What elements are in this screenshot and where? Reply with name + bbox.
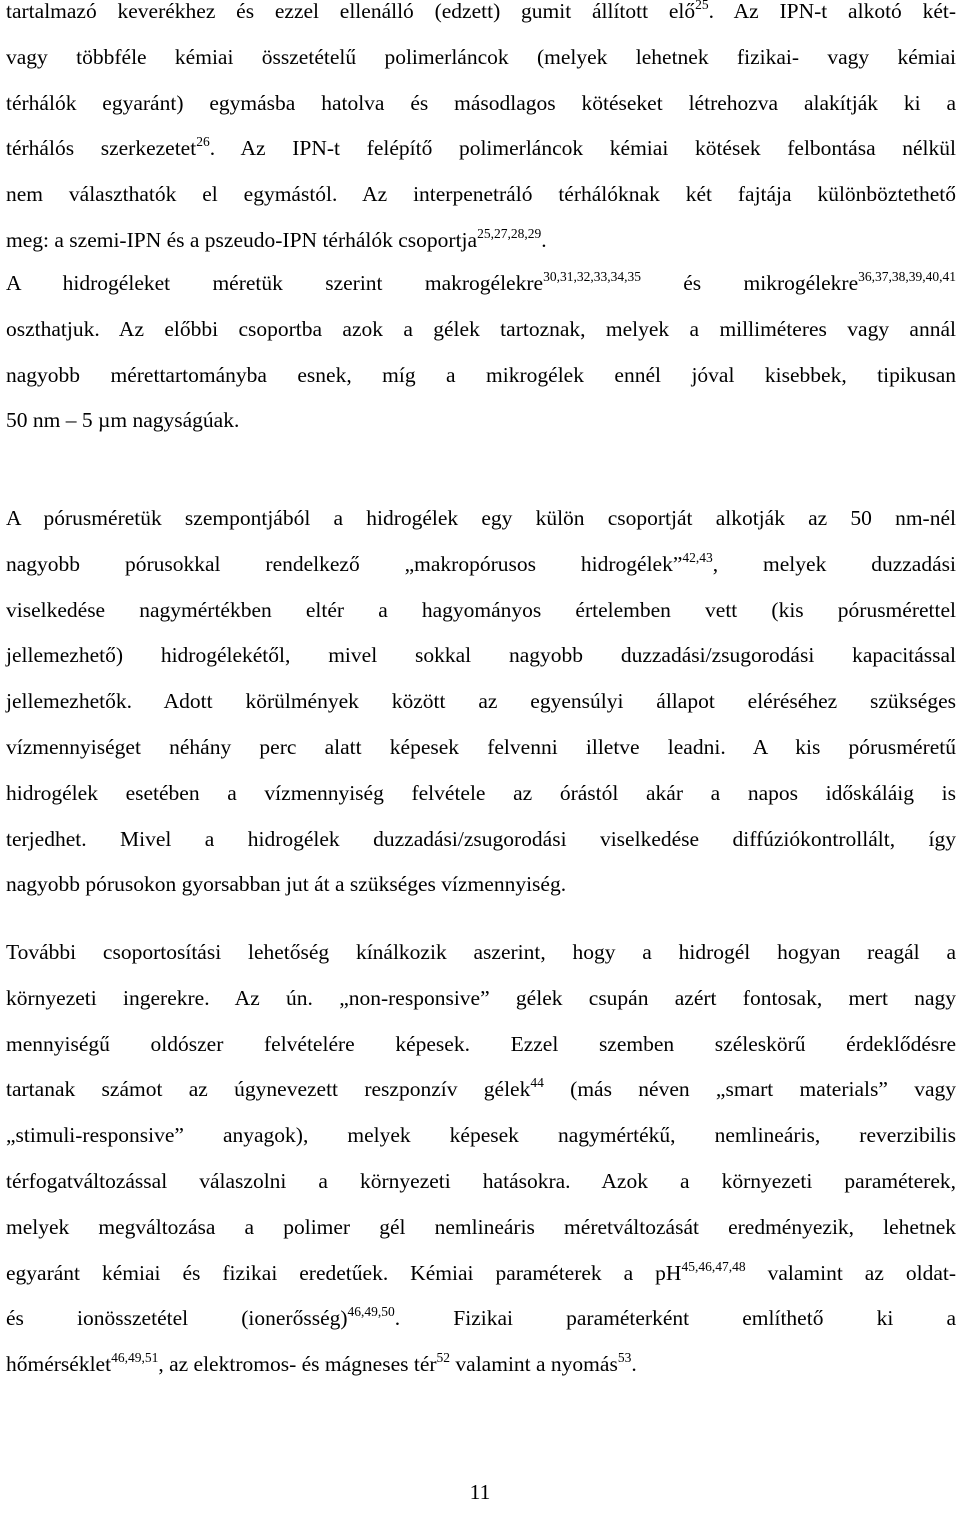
text-line: tartanak számot az úgynevezett reszponzív gélek$^{44}$ (más néven „smart materials” vagy — [6, 1075, 957, 1102]
citation-superscript: 26 — [196, 134, 210, 150]
paragraph-pore-size — [6, 496, 956, 908]
text-line: térhálós szerkezetet$^{26}$. Az IPN-t felépítő polimerláncok kémiai kötések felbontása nélkül — [6, 134, 956, 161]
citation-superscript: 52 — [436, 1350, 451, 1366]
text-line: egyaránt kémiai és fizikai eredetűek. Kémiai paraméterek a pH$^{45,46,47,48}$ valamint az oldat- — [6, 1258, 957, 1285]
text-line: meg: a szemi-IPN és a pszeudo-IPN térhálók csoportja$^{25,27,28,29}$. — [6, 225, 547, 252]
citation-superscript: 46,49,50 — [347, 1304, 395, 1320]
text-line: térfogatváltozással válaszolni a környezeti hatásokra. Azok a környezeti paraméterek, — [6, 1168, 956, 1193]
text-line: melyek megváltozása a polimer gél nemlineáris méretváltozását eredményezik, lehetnek — [6, 1214, 956, 1239]
citation-superscript: 25,27,28,29 — [477, 225, 542, 241]
text-line: A pórusméretük szempontjából a hidrogélek egy külön csoportját alkotják az 50 nm-nél — [6, 506, 956, 530]
citation-superscript: 45,46,47,48 — [681, 1258, 746, 1274]
text-line: jellemezhetők. Adott körülmények között az egyensúlyi állapot eléréséhez szükséges — [6, 689, 956, 714]
text-line: oszthatjuk. Az előbbi csoportba azok a gélek tartoznak, melyek a milliméteres vagy annál — [6, 316, 956, 341]
text-line: nagyobb pórusokkal rendelkező „makropórusos hidrogélek”$^{42,43}$, melyek duzzadási — [6, 549, 956, 576]
text-line: jellemezhető) hidrogélekétől, mivel sokkal nagyobb duzzadási/zsugorodási kapacitással — [6, 643, 956, 668]
text-line: viselkedése nagymértékben eltér a hagyományos értelemben vett (kis pórusmérettel — [6, 597, 956, 622]
text-line: nem választhatók el egymástól. Az interpenetráló térhálóknak két fajtája különböztethető — [6, 182, 956, 207]
text-line: hidrogélek esetében a vízmennyiség felvétele az órástól akár a napos időskáláig is — [6, 780, 956, 805]
text-line: nagyobb pórusokon gyorsabban jut át a szükséges vízmennyiség. — [6, 872, 567, 897]
text-line: vagy többféle kémiai összetételű polimerláncok (melyek lehetnek fizikai- vagy kémiai — [6, 44, 956, 69]
citation-superscript: 44 — [530, 1075, 544, 1091]
citation-superscript: 46,49,51 — [111, 1350, 159, 1366]
citation-superscript: 30,31,32,33,34,35 — [543, 269, 641, 284]
text-line: és ionösszetétel (ionerősség)$^{46,49,50}$. Fizikai paraméterként említhető ki a — [6, 1304, 956, 1331]
paragraph-gel-size — [6, 261, 956, 444]
text-line: hőmérséklet$^{46,49,51}$, az elektromos- és mágneses tér$^{52}$ valamint a nyomás$^{53}$. — [6, 1350, 637, 1377]
text-line: A hidrogéleket méretük szerint makrogélekre$^{30,31,32,33,34,35}$ és mikrogélekre$^{36,37,38,39,40,41}$ — [6, 269, 956, 295]
text-line: mennyiségű oldószer felvételére képesek. Ezzel szemben széleskörű érdeklődésre — [6, 1031, 956, 1056]
citation-superscript: 53 — [617, 1350, 632, 1366]
text-line: „stimuli-responsive” anyagok), melyek képesek nagymértékű, nemlineáris, reverzibilis — [6, 1123, 956, 1148]
text-line: További csoportosítási lehetőség kínálkozik aszerint, hogy a hidrogél hogyan reagál a — [6, 940, 956, 964]
page-number: 11 — [469, 1480, 491, 1504]
text-line: környezeti ingerekre. Az ún. „non-responsive” gélek csupán azért fontosak, mert nagy — [6, 985, 956, 1010]
paragraph-responsive-gels — [6, 930, 956, 1388]
text-line: térhálók egyaránt) egymásba hatolva és másodlagos kötéseket létrehozva alakítják ki a — [6, 90, 956, 115]
text-line: vízmennyiséget néhány perc alatt képesek felvenni illetve leadni. A kis pórusméretű — [6, 734, 956, 759]
text-line: tartalmazó keverékhez és ezzel ellenálló (edzett) gumit állított elő$^{25}$. Az IPN-t alkotó két- — [6, 0, 956, 35]
citation-superscript: 36,37,38,39,40,41 — [858, 269, 956, 284]
text-line: 50 nm – 5 µm nagyságúak. — [6, 408, 240, 433]
citation-superscript: 25 — [695, 0, 709, 12]
text-line: nagyobb mérettartományba esnek, míg a mikrogélek ennél jóval kisebbek, tipikusan — [6, 362, 956, 387]
paragraph-ipn — [6, 0, 956, 264]
text-line: terjedhet. Mivel a hidrogélek duzzadási/zsugorodási viselkedése diffúziókontrollált, így — [6, 826, 956, 851]
citation-superscript: 42,43 — [682, 549, 713, 565]
